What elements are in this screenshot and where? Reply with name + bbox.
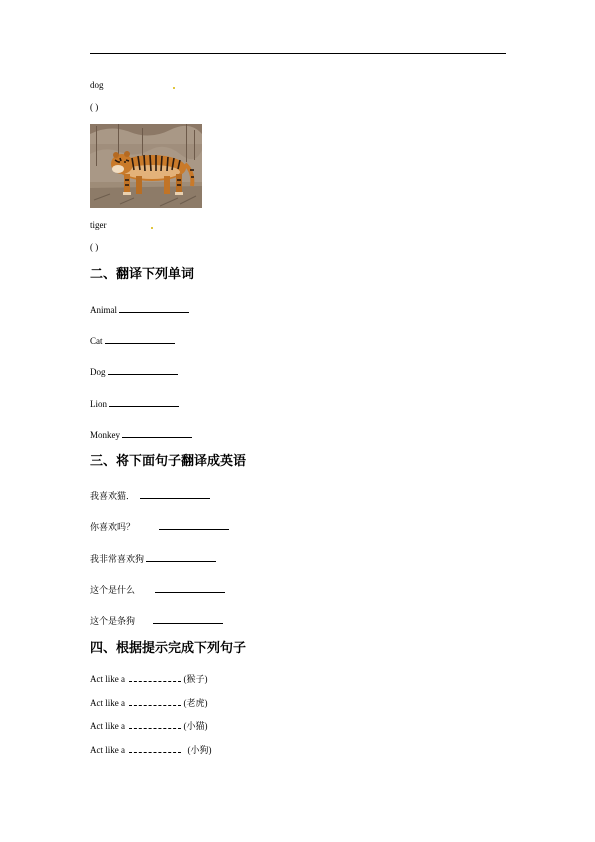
section-2-heading: 二、翻译下列单词 (90, 267, 195, 282)
completion-item (90, 719, 208, 732)
sentence-text: 我非常喜欢狗 (90, 554, 145, 564)
header-rule (90, 53, 506, 54)
answer-blank[interactable] (129, 672, 181, 682)
answer-blank[interactable] (109, 397, 179, 407)
prompt-prefix: Act like a (90, 721, 125, 731)
tiger-photo (90, 124, 202, 208)
hint-text: (小狗) (187, 745, 212, 755)
answer-blank[interactable] (129, 743, 181, 753)
answer-blank[interactable] (129, 719, 181, 729)
word-dog: dog (90, 80, 104, 90)
answer-blank[interactable] (153, 614, 223, 624)
decorative-dot (151, 227, 153, 229)
hint-text: (小猫) (183, 721, 208, 731)
prompt-prefix: Act like a (90, 674, 125, 684)
section-3-heading: 三、将下面句子翻译成英语 (90, 454, 247, 469)
word-tiger: tiger (90, 220, 107, 230)
answer-blank[interactable] (105, 334, 175, 344)
answer-blank[interactable] (108, 365, 178, 375)
hint-text: (猴子) (183, 674, 208, 684)
answer-blank[interactable] (122, 428, 192, 438)
answer-blank[interactable] (129, 696, 181, 706)
prompt-prefix: Act like a (90, 698, 125, 708)
answer-blank[interactable] (140, 489, 210, 499)
sentence-item (90, 614, 223, 627)
completion-item (90, 672, 208, 685)
answer-blank[interactable] (155, 583, 225, 593)
sentence-item (90, 489, 210, 502)
tiger-icon (90, 124, 202, 208)
vocab-item (90, 365, 178, 378)
decorative-dot (173, 87, 175, 89)
sentence-item (90, 552, 216, 565)
vocab-word: Cat (90, 336, 103, 346)
sentence-item (90, 583, 225, 596)
sentence-text: 这个是什么 (90, 585, 136, 595)
completion-item (90, 743, 212, 756)
completion-item (90, 696, 208, 709)
vocab-item (90, 397, 179, 410)
vocab-item (90, 428, 192, 441)
vocab-item (90, 303, 189, 316)
answer-paren-2: ( ) (90, 242, 99, 252)
answer-blank[interactable] (146, 552, 216, 562)
vocab-word: Lion (90, 399, 107, 409)
sentence-text: 这个是条狗 (90, 616, 136, 626)
section-4-heading: 四、根据提示完成下列句子 (90, 641, 247, 656)
sentence-text: 我喜欢猫． (90, 491, 136, 501)
prompt-prefix: Act like a (90, 745, 125, 755)
sentence-item (90, 520, 229, 533)
sentence-text: 你喜欢吗？ (90, 522, 136, 532)
vocab-item (90, 334, 175, 347)
vocab-word: Dog (90, 367, 106, 377)
answer-paren-1: ( ) (90, 102, 99, 112)
vocab-word: Monkey (90, 430, 120, 440)
answer-blank[interactable] (159, 520, 229, 530)
answer-blank[interactable] (119, 303, 189, 313)
hint-text: (老虎) (183, 698, 208, 708)
vocab-word: Animal (90, 305, 117, 315)
